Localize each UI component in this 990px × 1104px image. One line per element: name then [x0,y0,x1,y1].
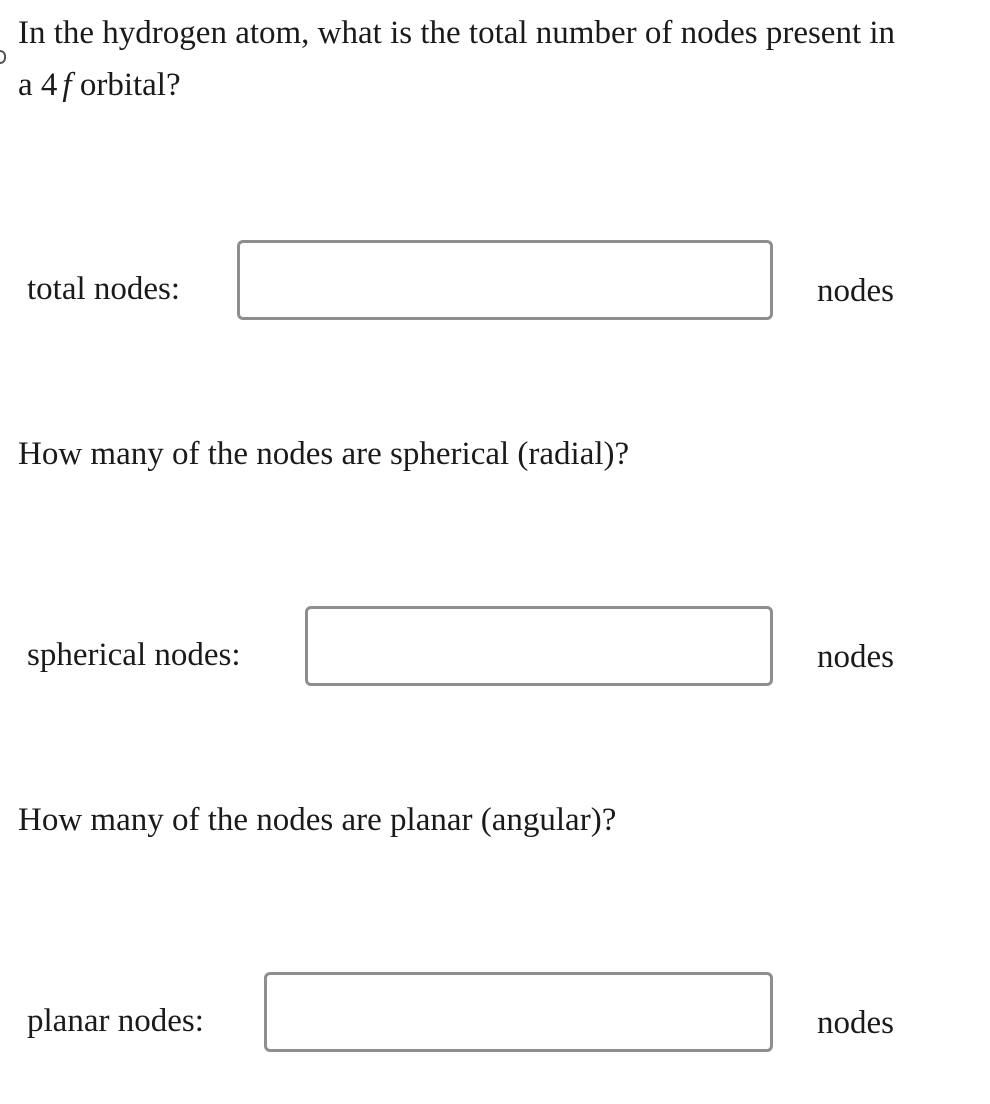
question-text [18,7,898,111]
question-intro: In the hydrogen atom, what is the total number of nodes present in a 4 [18,15,896,103]
planar-question: How many of the nodes are planar (angular)? [18,802,617,838]
question-suffix: orbital? [71,67,181,103]
spherical-question: How many of the nodes are spherical (radial)? [18,436,630,472]
total-nodes-input[interactable] [237,240,773,320]
orbital-letter: f [62,67,72,103]
planar-nodes-label: planar nodes: [27,1003,204,1039]
planar-nodes-unit: nodes [817,1005,894,1041]
total-nodes-unit: nodes [817,273,894,309]
spherical-nodes-unit: nodes [817,639,894,675]
total-nodes-label: total nodes: [27,271,181,307]
planar-nodes-input[interactable] [264,972,773,1052]
spherical-nodes-label: spherical nodes: [27,637,241,673]
spherical-nodes-input[interactable] [305,606,773,686]
left-edge-marker [0,50,6,64]
